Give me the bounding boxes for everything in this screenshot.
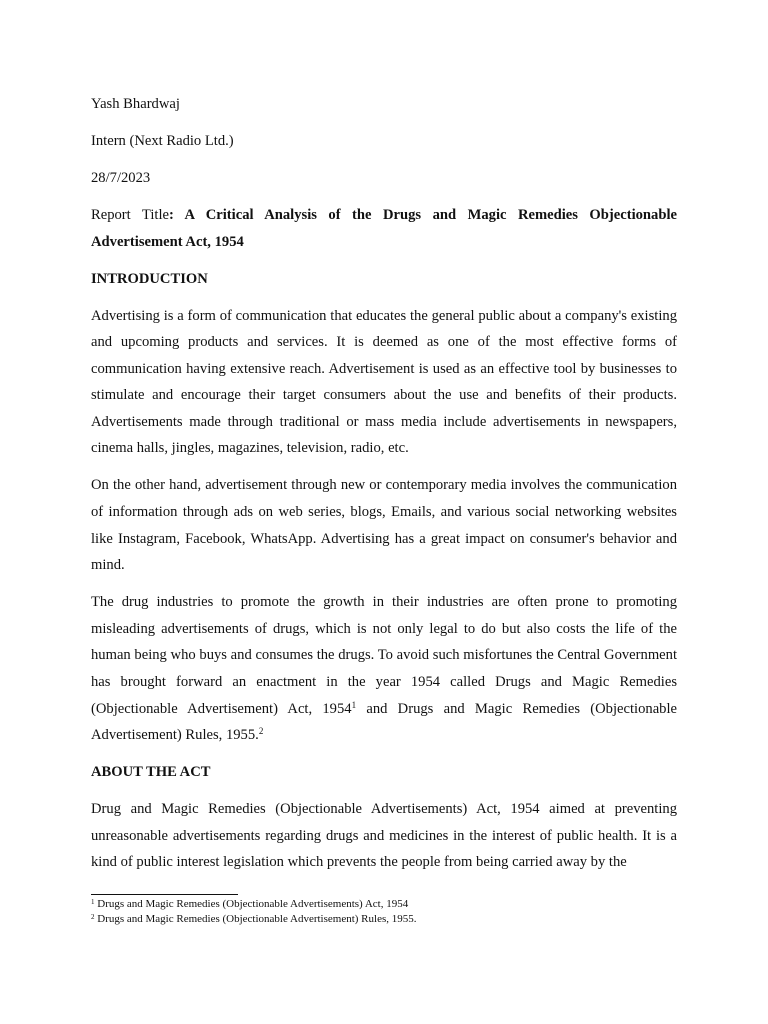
footnote-ref-1[interactable]: 1	[351, 699, 357, 710]
footnotes	[91, 894, 677, 927]
introduction-paragraph-1: Advertising is a form of communication that educates the general public about a company's existing and upcoming products and services. It is deemed as one of the most effective forms of communication having extensive reach. Advertisement is used as an effective tool by businesses to stimulate and encourage their target consumers about the use and benefits of their products. Advertisements made through traditional or mass media include advertisements in newspapers, cinema halls, jingles, magazines, television, radio, etc.	[91, 307, 677, 457]
about-act-heading: ABOUT THE ACT	[91, 764, 211, 781]
introduction-heading: INTRODUCTION	[91, 270, 208, 287]
author-role: Intern (Next Radio Ltd.)	[91, 132, 234, 149]
footnote-ref-2[interactable]: 2	[258, 726, 264, 737]
footnote-number: 2	[91, 913, 95, 921]
report-title-line	[91, 202, 677, 255]
document-body	[91, 91, 677, 886]
paragraph-text: The drug industries to promote the growth in their industries are often prone to promoting misleading advertisements of drugs, which is not only legal to do but also costs the life of the human being who buys and consumes the drugs. To avoid such misfortunes the Central Government has brought forward an enactment in the year 1954 called Drugs and Magic Remedies (Objectionable Advertisement) Act, 1954	[91, 594, 677, 717]
introduction-paragraph-2: On the other hand, advertisement through new or contemporary media involves the communication of information through ads on web series, blogs, Emails, and various social networking websites like Instagram, Facebook, WhatsApp. Advertising has a great impact on consumer's behavior and mind.	[91, 477, 677, 574]
footnote-text: Drugs and Magic Remedies (Objectionable Advertisements) Act, 1954	[94, 898, 409, 910]
footnote-number: 1	[91, 898, 95, 906]
paragraph-text: and Drugs and Magic Remedies (Objectionable Advertisement) Rules, 1955.	[91, 700, 677, 744]
report-title: : A Critical Analysis of the Drugs and Magic Remedies Objectionable Advertisement Act, 1954	[91, 206, 677, 250]
footnote-text: Drugs and Magic Remedies (Objectionable Advertisement) Rules, 1955.	[94, 913, 417, 925]
footnote-separator	[91, 894, 238, 895]
report-title-label: Report Title	[91, 206, 169, 223]
footnote-2	[91, 912, 677, 927]
report-date: 28/7/2023	[91, 169, 151, 186]
footnote-1	[91, 897, 677, 912]
about-act-paragraph-1: Drug and Magic Remedies (Objectionable Advertisements) Act, 1954 aimed at preventing unreasonable advertisements regarding drugs and medicines in the interest of public health. It is a kind of public interest legislation which prevents the people from being carried away by the	[91, 801, 677, 871]
introduction-paragraph-3	[91, 589, 677, 749]
author-name: Yash Bhardwaj	[91, 96, 180, 112]
